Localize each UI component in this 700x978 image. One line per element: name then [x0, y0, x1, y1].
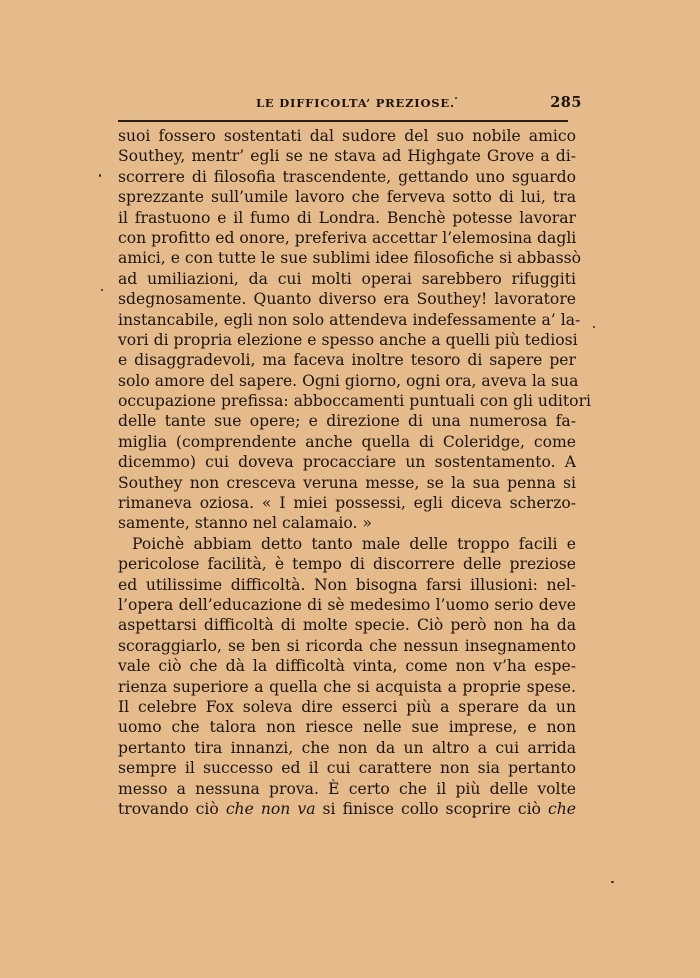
text-line: Southey non cresceva veruna messe, se la sua penna si [118, 473, 576, 492]
header-rule [118, 120, 568, 122]
page-number: 285 [550, 94, 582, 111]
text-line: pertanto tira innanzi, che non da un altro a cui arrida [118, 738, 576, 757]
text-line: messo a nessuna prova. È certo che il più delle volte [118, 779, 576, 798]
text-line: miglia (comprendente anche quella di Coleridge, come [118, 432, 576, 451]
text-line: sdegnosamente. Quanto diverso era Southey! lavoratore [118, 290, 576, 309]
body-text [118, 126, 592, 819]
text-line: Southey, mentr’ egli se ne stava ad Highgate Grove a di- [118, 147, 576, 166]
text-run: si finisce collo scoprire ciò [315, 799, 548, 818]
print-speck [611, 881, 614, 883]
text-run: trovando ciò [118, 799, 226, 818]
text-line: amici, e con tutte le sue sublimi idee filosofiche si abbassò [118, 249, 581, 268]
print-speck [455, 97, 457, 99]
text-line: Il celebre Fox soleva dire esserci più a sperare da un [118, 697, 576, 716]
text-line: aspettarsi difficoltà di molte specie. Ciò però non ha da [118, 616, 576, 635]
text-line: ed utilissime difficoltà. Non bisogna farsi illusioni: nel- [118, 575, 576, 594]
italic-run: che [548, 799, 577, 818]
text-line: e disaggradevoli, ma faceva inoltre tesoro di sapere per [118, 351, 576, 370]
text-line: sempre il successo ed il cui carattere non sia pertanto [118, 759, 576, 778]
text-line: vori di propria elezione e spesso anche a quelli più tediosi [118, 330, 578, 349]
text-line: rimaneva oziosa. « I miei possessi, egli diceva scherzo- [118, 494, 576, 513]
text-line: ad umiliazioni, da cui molti operai sarebbero rifuggiti [118, 269, 576, 288]
print-speck [99, 174, 101, 177]
text-line: scoraggiarlo, se ben si ricorda che nessun insegnamento [118, 636, 576, 655]
italic-run: che non va [225, 799, 316, 818]
text-line: occupazione prefissa: abboccamenti puntuali con gli uditori [118, 392, 592, 411]
text-line: il frastuono e il fumo di Londra. Benchè potesse lavorar [118, 208, 576, 227]
text-line: delle tante sue opere; e direzione di una numerosa fa- [118, 412, 576, 431]
text-line: rienza superiore a quella che si acquista a proprie spese. [118, 677, 576, 696]
text-line: solo amore del sapere. Ogni giorno, ogni ora, aveva la sua [118, 371, 579, 390]
paragraph-start-line: Poichè abbiam detto tanto male delle troppo facili e [132, 534, 576, 553]
text-line: dicemmo) cui doveva procacciare un sostentamento. A [118, 453, 576, 472]
text-line-with-italics [118, 799, 576, 819]
text-line: instancabile, egli non solo attendeva indefessamente a’ la- [118, 310, 581, 329]
paragraph-end-line: samente, stanno nel calamaio. » [118, 514, 372, 533]
text-line: l’opera dell’educazione di sè medesimo l’uomo serio deve [118, 595, 576, 614]
running-header [118, 94, 582, 116]
text-line: suoi fossero sostentati dal sudore del suo nobile amico [118, 127, 576, 145]
print-speck [101, 289, 103, 291]
text-line: uomo che talora non riesce nelle sue imprese, e non [118, 718, 576, 737]
print-speck [593, 326, 595, 328]
text-line: vale ciò che dà la difficoltà vinta, come non v’ha espe- [118, 657, 576, 676]
running-title: LE DIFFICOLTA’ PREZIOSE. [256, 96, 455, 110]
text-line: sprezzante sull’umile lavoro che ferveva sotto di lui, tra [118, 188, 576, 207]
text-line: con profitto ed onore, preferiva accettar l’elemosina dagli [118, 228, 577, 247]
text-line: pericolose facilità, è tempo di discorrere delle preziose [118, 555, 576, 574]
text-line: scorrere di filosofia trascendente, gettando uno sguardo [118, 167, 576, 186]
